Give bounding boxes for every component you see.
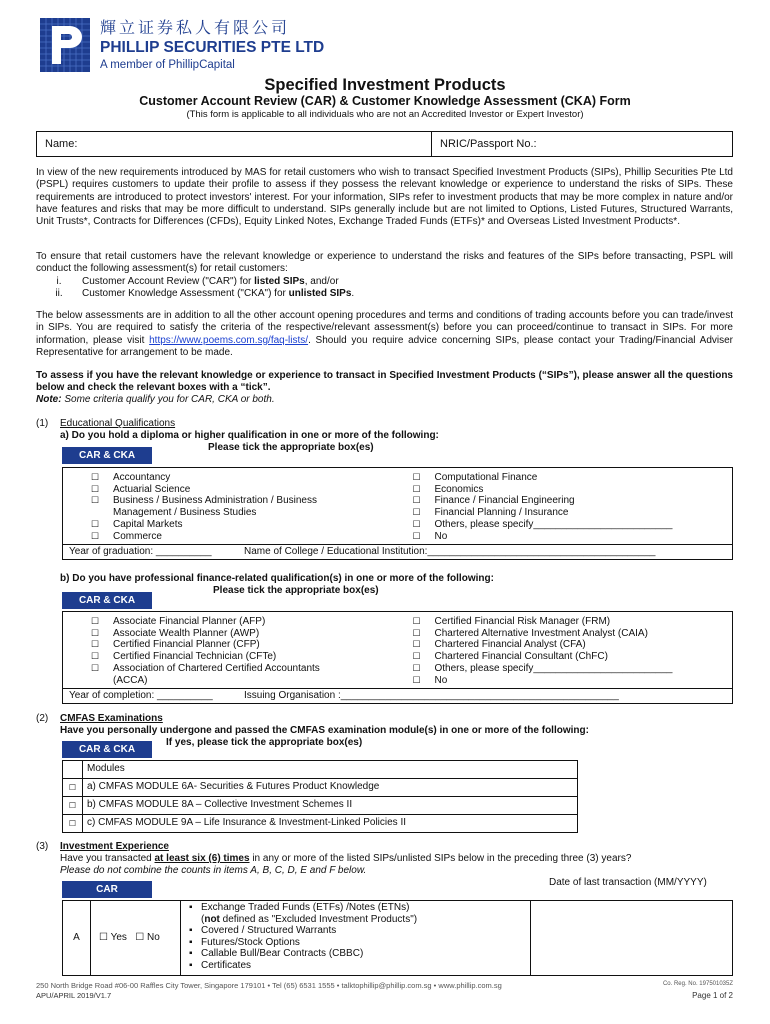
module-row [63, 797, 578, 815]
section-2-heading: (2) CMFAS Examinations [36, 713, 163, 724]
date-of-last-transaction-label: Date of last transaction (MM/YYYY) [549, 877, 707, 888]
company-address: 250 North Bridge Road #06-00 Raffles City Tower, Singapore 179101 • Tel (65) 6531 1555 • talktophillip@phillip.com.sg • www.phillip.com.sg [36, 981, 502, 990]
checkbox[interactable]: ☐ [91, 651, 100, 662]
module-6a: a) CMFAS MODULE 6A- Securities & Futures Product Knowledge [83, 779, 578, 797]
checkbox[interactable]: ☐ [412, 616, 421, 626]
checkbox[interactable]: ☐ [91, 662, 100, 673]
cmfas-modules-table [62, 760, 578, 833]
faq-link[interactable]: https://www.poems.com.sg/faq-lists/ [149, 334, 309, 346]
list-item: ▪ Certificates [189, 959, 252, 971]
option-commerce[interactable]: ☐ Commerce [91, 530, 162, 542]
year-of-completion-field[interactable]: Year of completion: __________ [69, 690, 213, 702]
professional-options-right [403, 616, 733, 686]
checkbox[interactable]: ☐ [63, 815, 83, 833]
checkbox[interactable]: ☐ [412, 662, 421, 673]
option-others[interactable]: ☐ Others, please specify_________________________ [412, 518, 673, 530]
criteria-note: Note: Some criteria qualify you for CAR, CKA or both. [36, 394, 275, 405]
checkbox[interactable]: ☐ [412, 495, 421, 506]
issuing-organisation-field[interactable]: Issuing Organisation :__________________________________________________ [244, 690, 619, 702]
checkbox[interactable]: ☐ [91, 627, 100, 638]
institution-field[interactable]: Name of College / Educational Institution:_________________________________________ [244, 546, 656, 558]
form-subtitle: Customer Account Review (CAR) & Customer Knowledge Assessment (CKA) Form [139, 94, 631, 108]
option-acca[interactable]: ☐ Association of Chartered Certified Accountants [91, 662, 320, 674]
option-others[interactable]: ☐ Others, please specify_________________________ [412, 662, 673, 674]
date-of-last-transaction-field[interactable] [531, 901, 733, 976]
identity-fields [36, 131, 733, 157]
question-1a: a) Do you hold a diploma or higher qualification in one or more of the following: [60, 430, 439, 441]
option-cfte[interactable]: ☐ Certified Financial Technician (CFTe) [91, 651, 277, 663]
company-registration: Co. Reg. No. 197501035Z [662, 981, 733, 987]
page-number: Page 1 of 2 [692, 991, 733, 1000]
option-frm[interactable]: ☐ Certified Financial Risk Manager (FRM) [412, 616, 611, 627]
option-caia[interactable]: ☐ Chartered Alternative Investment Analyst (CAIA) [412, 627, 648, 639]
question-2-instruction: If yes, please tick the appropriate box(es) [166, 737, 363, 748]
option-financial-planning[interactable]: ☐ Financial Planning / Insurance [412, 507, 569, 519]
list-item: ▪ Exchange Traded Funds (ETFs) /Notes (ETNs) [189, 902, 410, 913]
checkbox[interactable]: ☐ [412, 530, 421, 541]
list-item: (not defined as "Excluded Investment Products") [201, 913, 418, 925]
checkbox[interactable]: ☐ [91, 616, 100, 626]
professional-options-left [63, 616, 403, 686]
nric-label: NRIC/Passport No.: [440, 138, 537, 150]
checkbox[interactable]: ☐ [91, 495, 100, 506]
company-name-chinese: 輝立证券私人有限公司 [100, 18, 291, 37]
checkbox[interactable]: ☐ [91, 483, 100, 494]
row-label: A [63, 901, 91, 976]
list-item: ▪ Futures/Stock Options [189, 936, 300, 948]
car-cka-tag: CAR & CKA [62, 592, 152, 609]
checkbox[interactable]: ☐ [91, 518, 100, 529]
diploma-options-box [62, 467, 733, 560]
checkbox[interactable]: ☐ [91, 472, 100, 482]
checkbox[interactable]: ☐ [63, 779, 83, 797]
module-8a: b) CMFAS MODULE 8A – Collective Investment Schemes II [83, 797, 578, 815]
instruction-paragraph: To assess if you have the relevant knowledge or experience to transact in Specified Investment Products (“SIPs”), please answer all the questions below and check the relevant boxes with a “tick”. [36, 370, 733, 394]
no-checkbox[interactable]: ☐ No [135, 931, 160, 943]
checkbox[interactable]: ☐ [63, 797, 83, 815]
checkbox[interactable]: ☐ [412, 518, 421, 529]
option-cfp[interactable]: ☐ Certified Financial Planner (CFP) [91, 639, 260, 651]
car-cka-tag: CAR & CKA [62, 741, 152, 758]
option-business[interactable]: ☐ Business / Business Administration / Business [91, 495, 317, 507]
module-9a: c) CMFAS MODULE 9A – Life Insurance & Investment-Linked Policies II [83, 815, 578, 833]
product-list [181, 901, 531, 976]
form-version: APU/APRIL 2019/V1.7 [36, 991, 112, 1000]
company-name-english: PHILLIP SECURITIES PTE LTD [100, 38, 325, 56]
module-row [63, 815, 578, 833]
option-computational-finance[interactable]: ☐ Computational Finance [412, 472, 538, 483]
name-field[interactable] [37, 132, 432, 156]
assessment-item-car: i. Customer Account Review ("CAR") for listed SIPs, and/or [56, 275, 339, 287]
graduation-details [63, 544, 732, 559]
applicability-note: (This form is applicable to all individuals who are not an Accredited Investor or Expert Investor) [186, 109, 584, 120]
yes-checkbox[interactable]: ☐ Yes [99, 931, 127, 943]
question-1b-instruction: Please tick the appropriate box(es) [213, 585, 379, 596]
question-3-note: Please do not combine the counts in items A, B, C, D, E and F below. [60, 865, 367, 876]
list-item: ▪ Callable Bull/Bear Contracts (CBBC) [189, 948, 364, 959]
additional-info-paragraph: The below assessments are in addition to all the other account opening procedures and terms and conditions of trading accounts before you can trade/invest in SIPs. You are required to satisfy the criteria of the respective/relevant assessment(s) before you can proceed/continue to transact in SIPs. For more information, please visit https://www.poems.com.sg/faq-lists/. Should you require advice concerning SIPs, please contact your Trading/Financial Adviser Representative for arrangement to be made. [36, 310, 733, 358]
nric-field[interactable] [432, 132, 545, 156]
checkbox[interactable]: ☐ [91, 639, 100, 650]
option-no[interactable]: ☐ No [412, 530, 448, 542]
row-a [63, 901, 733, 976]
yes-no-choice [91, 901, 181, 976]
intro-paragraph: In view of the new requirements introduced by MAS for retail customers who wish to transact Specified Investment Products (SIPs), Phillip Securities Pte Ltd (PSPL) requires customers to update their profile to assess if they possess the relevant knowledge or experience to understand the risks of SIPs. These requirements are introduced to protect investors' interest. For your information, SIPs refer to investment products that may be more complex in nature and/or have features and risks that may be more difficult to understand. SIPs generally include but are not limited to Options, Listed Futures, Structured Warrants, Unit Trusts*, Contracts for Differences (CFDs), Equity Linked Notes, Exchange Traded Funds (ETFs)* and Overseas Listed Investment Products*. [36, 167, 733, 228]
checkbox[interactable]: ☐ [412, 651, 421, 662]
phillip-logo [40, 18, 90, 72]
question-1b: b) Do you have professional finance-related qualification(s) in one or more of the following: [60, 573, 494, 584]
car-tag: CAR [62, 881, 152, 898]
assessment-intro: To ensure that retail customers have the relevant knowledge or experience to understand the risks and features of the SIPs before transacting, PSPL will conduct the following assessment(s) for retail customers: [36, 251, 733, 275]
checkbox[interactable]: ☐ [412, 507, 421, 518]
diploma-options-right [403, 472, 733, 542]
diploma-options-left [63, 472, 403, 542]
section-3-heading: (3) Investment Experience [36, 841, 169, 852]
checkbox[interactable]: ☐ [91, 530, 100, 541]
professional-options-box [62, 611, 733, 704]
member-tagline: A member of PhillipCapital [100, 59, 235, 72]
investment-experience-table [62, 900, 733, 976]
checkbox[interactable]: ☐ [412, 483, 421, 494]
section-1-heading: (1) Educational Qualifications [36, 418, 176, 429]
option-actuarial-science[interactable]: ☐ Actuarial Science [91, 483, 191, 495]
assessment-paragraph [36, 251, 733, 300]
checkbox[interactable]: ☐ [412, 674, 421, 685]
question-1a-instruction: Please tick the appropriate box(es) [208, 442, 374, 453]
form-title: Specified Investment Products [264, 76, 506, 94]
module-row [63, 779, 578, 797]
checkbox[interactable]: ☐ [412, 472, 421, 482]
option-no[interactable]: ☐ No [412, 674, 448, 686]
table-header-row [63, 761, 578, 779]
modules-header: Modules [83, 761, 578, 779]
option-awp[interactable]: ☐ Associate Wealth Planner (AWP) [91, 627, 260, 639]
checkbox[interactable]: ☐ [412, 627, 421, 638]
option-cfa[interactable]: ☐ Chartered Financial Analyst (CFA) [412, 639, 586, 651]
option-capital-markets[interactable]: ☐ Capital Markets [91, 518, 183, 530]
question-2: Have you personally undergone and passed the CMFAS examination module(s) in one or more of the following: [60, 725, 589, 736]
completion-details [63, 688, 732, 703]
option-business-cont: Management / Business Studies [113, 507, 257, 519]
option-afp[interactable]: ☐ Associate Financial Planner (AFP) [91, 616, 266, 627]
option-economics[interactable]: ☐ Economics [412, 483, 484, 495]
option-acca-cont: (ACCA) [113, 674, 148, 686]
checkbox[interactable]: ☐ [412, 639, 421, 650]
car-cka-tag: CAR & CKA [62, 447, 152, 464]
assessment-item-cka: ii. Customer Knowledge Assessment ("CKA") for unlisted SIPs. [55, 287, 355, 299]
year-of-graduation-field[interactable]: Year of graduation: __________ [69, 546, 212, 558]
name-label: Name: [45, 138, 78, 150]
option-finance-engineering[interactable]: ☐ Finance / Financial Engineering [412, 495, 575, 507]
company-block [100, 18, 324, 72]
list-item: ▪ Covered / Structured Warrants [189, 925, 337, 936]
question-3: Have you transacted at least six (6) times in any or more of the listed SIPs/unlisted SIPs below in the preceding three (3) years? [60, 853, 632, 864]
option-chfc[interactable]: ☐ Chartered Financial Consultant (ChFC) [412, 651, 608, 663]
option-accountancy[interactable]: ☐ Accountancy [91, 472, 171, 483]
